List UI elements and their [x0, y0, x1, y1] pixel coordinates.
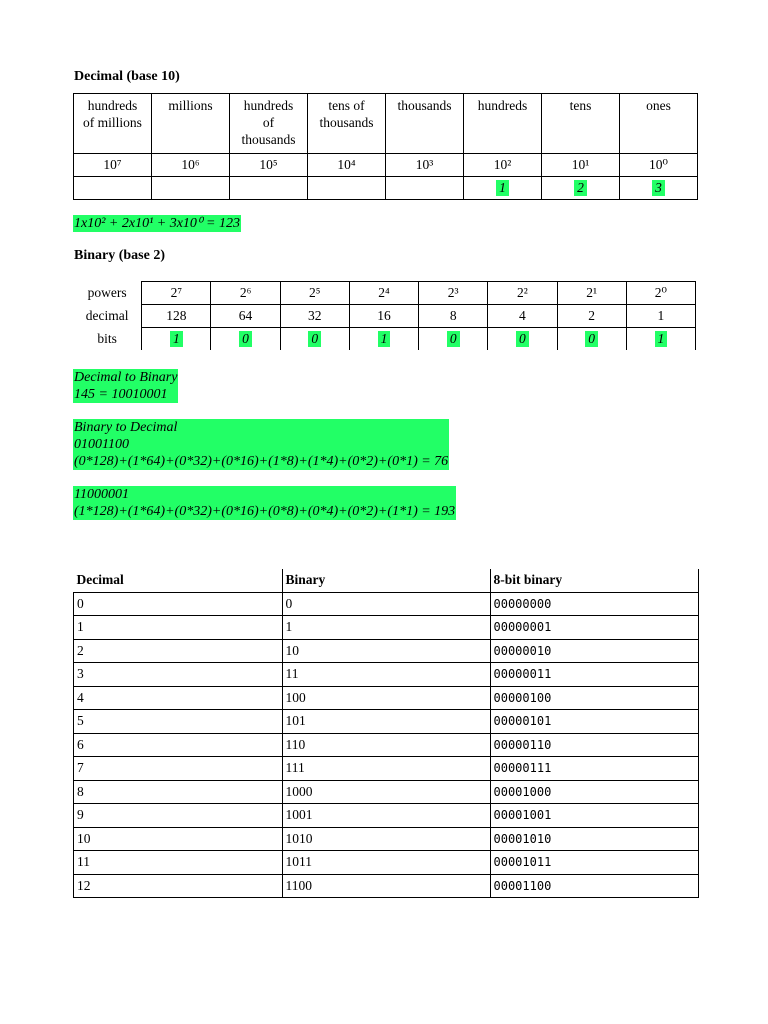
conversion-cell: 2: [74, 639, 283, 663]
table-row: [74, 592, 699, 616]
binary-bit-cell: [211, 328, 280, 351]
binary-bit-cell: [142, 328, 211, 351]
example1-calculation: (0*128)+(1*64)+(0*32)+(0*16)+(1*8)+(1*4)+(0*2)+(0*1) = 76: [74, 454, 449, 469]
conversion-cell: 1001: [282, 804, 490, 828]
conversion-cell: 111: [282, 757, 490, 781]
conversion-cell: 5: [74, 710, 283, 734]
binary-decimal-cell: 4: [488, 305, 557, 328]
binary-bit-cell: [488, 328, 557, 351]
table-row: [74, 686, 699, 710]
decimal-digit-cell: [386, 177, 464, 200]
conversion-header-cell: Binary: [282, 569, 490, 592]
conversion-cell: 1010: [282, 827, 490, 851]
decimal-power-cell: 10⁵: [230, 154, 308, 177]
decimal-place-header-line: ones: [646, 98, 671, 113]
decimal-place-header: [620, 94, 698, 154]
binary-bit: 0: [308, 331, 321, 347]
conversion-cell: 00001001: [490, 804, 698, 828]
conversion-header-cell: Decimal: [74, 569, 283, 592]
conversion-cell: 00000011: [490, 663, 698, 687]
binary-bit: 0: [239, 331, 252, 347]
decimal-place-value-table: [73, 93, 698, 200]
binary-power-cell: 2⁷: [142, 282, 211, 305]
decimal-power-cell: 10²: [464, 154, 542, 177]
decimal-power-cell: 10¹: [542, 154, 620, 177]
binary-decimal-cell: 64: [211, 305, 280, 328]
conversion-cell: 10: [74, 827, 283, 851]
conversion-cell: 00000101: [490, 710, 698, 734]
dec-to-bin-line: 145 = 10010001: [73, 386, 178, 403]
table-row: [74, 757, 699, 781]
decimal-place-header-line: tens of: [328, 98, 365, 113]
conversion-cell: 110: [282, 733, 490, 757]
conversion-cell: 00000000: [490, 592, 698, 616]
conversion-cell: 11: [282, 663, 490, 687]
table-row: [74, 616, 699, 640]
conversion-cell: 8: [74, 780, 283, 804]
binary-heading: Binary (base 2): [74, 248, 165, 263]
conversion-cell: 1100: [282, 874, 490, 898]
binary-decimal-cell: 128: [142, 305, 211, 328]
conversion-cell: 00001100: [490, 874, 698, 898]
conversion-header-cell: 8-bit binary: [490, 569, 698, 592]
binary-bit-cell: [626, 328, 695, 351]
table-row: [74, 780, 699, 804]
conversion-cell: 1: [74, 616, 283, 640]
decimal-digit-cell: [74, 177, 152, 200]
binary-bit-cell: [349, 328, 418, 351]
conversion-cell: 00001010: [490, 827, 698, 851]
table-row: [74, 827, 699, 851]
decimal-place-header: [542, 94, 620, 154]
conversion-cell: 10: [282, 639, 490, 663]
binary-power-cell: 2³: [419, 282, 488, 305]
table-row: [74, 710, 699, 734]
binary-bit: 1: [655, 331, 668, 347]
decimal-digit-cell: [308, 177, 386, 200]
conversion-cell: 00000010: [490, 639, 698, 663]
decimal-place-header-line: thousands: [397, 98, 452, 113]
conversion-cell: 00000110: [490, 733, 698, 757]
binary-bit: 1: [170, 331, 183, 347]
conversion-cell: 11: [74, 851, 283, 875]
decimal-place-header: [74, 94, 152, 154]
binary-place-value-table: [73, 281, 696, 350]
table-row: [74, 851, 699, 875]
decimal-place-header-line: hundreds: [87, 98, 138, 113]
decimal-place-header-line: thousands: [241, 132, 296, 147]
binary-to-decimal-example: [73, 419, 449, 470]
binary-row-label: decimal: [85, 308, 129, 323]
decimal-power-cell: 10⁶: [152, 154, 230, 177]
decimal-place-header: [152, 94, 230, 154]
conversion-cell: 3: [74, 663, 283, 687]
conversion-cell: 100: [282, 686, 490, 710]
decimal-place-header-line: of: [262, 115, 275, 130]
binary-power-cell: 2⁴: [349, 282, 418, 305]
conversion-cell: 00000001: [490, 616, 698, 640]
decimal-place-header-line: millions: [168, 98, 213, 113]
decimal-heading: Decimal (base 10): [74, 69, 180, 84]
decimal-place-header: [464, 94, 542, 154]
binary-to-decimal-example-2: [73, 486, 456, 520]
example1-binary: 01001100: [73, 436, 449, 453]
conversion-cell: 1: [282, 616, 490, 640]
decimal-place-header-line: of millions: [83, 115, 142, 130]
binary-power-cell: 2²: [488, 282, 557, 305]
table-row: [74, 663, 699, 687]
table-row: [74, 874, 699, 898]
decimal-place-header: [308, 94, 386, 154]
conversion-cell: 00000100: [490, 686, 698, 710]
binary-power-cell: 2⁵: [280, 282, 349, 305]
conversion-cell: 00001011: [490, 851, 698, 875]
conversion-cell: 9: [74, 804, 283, 828]
conversion-cell: 0: [74, 592, 283, 616]
table-row: [74, 804, 699, 828]
decimal-formula: [73, 214, 241, 232]
decimal-digit: 2: [574, 180, 587, 196]
decimal-digit-cell: [152, 177, 230, 200]
binary-row-label: powers: [87, 285, 127, 300]
decimal-place-header-line: tens: [569, 98, 592, 113]
conversion-cell: 7: [74, 757, 283, 781]
conversion-cell: 0: [282, 592, 490, 616]
table-row: [74, 639, 699, 663]
decimal-digit-cell: [230, 177, 308, 200]
decimal-place-header-line: thousands: [319, 115, 374, 130]
binary-decimal-cell: 8: [419, 305, 488, 328]
conversion-table: [73, 569, 699, 898]
conversion-cell: 1000: [282, 780, 490, 804]
decimal-power-cell: 10⁰: [620, 154, 698, 177]
binary-power-cell: 2⁰: [626, 282, 695, 305]
decimal-formula-text: 1x10² + 2x10¹ + 3x10⁰ = 123: [74, 216, 240, 231]
decimal-place-header: [230, 94, 308, 154]
decimal-digit: 1: [496, 180, 509, 196]
binary-power-cell: 2¹: [557, 282, 626, 305]
example2-binary: 11000001: [73, 486, 456, 503]
decimal-digit: 3: [652, 180, 665, 196]
binary-decimal-cell: 1: [626, 305, 695, 328]
decimal-place-header-line: hundreds: [477, 98, 528, 113]
binary-decimal-cell: 32: [280, 305, 349, 328]
decimal-place-header: [386, 94, 464, 154]
binary-decimal-cell: 16: [349, 305, 418, 328]
bin-to-dec-title: Binary to Decimal: [73, 419, 449, 436]
conversion-cell: 12: [74, 874, 283, 898]
conversion-cell: 101: [282, 710, 490, 734]
conversion-cell: 4: [74, 686, 283, 710]
decimal-to-binary-example: [73, 369, 178, 403]
decimal-digit-cell: [620, 177, 698, 200]
example2-calculation: (1*128)+(1*64)+(0*32)+(0*16)+(0*8)+(0*4)+(0*2)+(1*1) = 193: [74, 504, 456, 519]
binary-bit-cell: [419, 328, 488, 351]
decimal-digit-cell: [464, 177, 542, 200]
decimal-power-cell: 10³: [386, 154, 464, 177]
binary-row-label: bits: [97, 330, 117, 346]
conversion-cell: 6: [74, 733, 283, 757]
binary-bit: 0: [585, 331, 598, 347]
binary-bit-cell: [557, 328, 626, 351]
binary-bit: 0: [516, 331, 529, 347]
binary-power-cell: 2⁶: [211, 282, 280, 305]
binary-bit-cell: [280, 328, 349, 351]
decimal-place-header-line: hundreds: [243, 98, 294, 113]
dec-to-bin-title: Decimal to Binary: [74, 370, 178, 385]
table-row: [74, 733, 699, 757]
decimal-power-cell: 10⁴: [308, 154, 386, 177]
conversion-cell: 00000111: [490, 757, 698, 781]
decimal-digit-cell: [542, 177, 620, 200]
decimal-power-cell: 10⁷: [74, 154, 152, 177]
binary-bit: 0: [447, 331, 460, 347]
binary-bit: 1: [378, 331, 391, 347]
conversion-cell: 00001000: [490, 780, 698, 804]
binary-decimal-cell: 2: [557, 305, 626, 328]
conversion-cell: 1011: [282, 851, 490, 875]
